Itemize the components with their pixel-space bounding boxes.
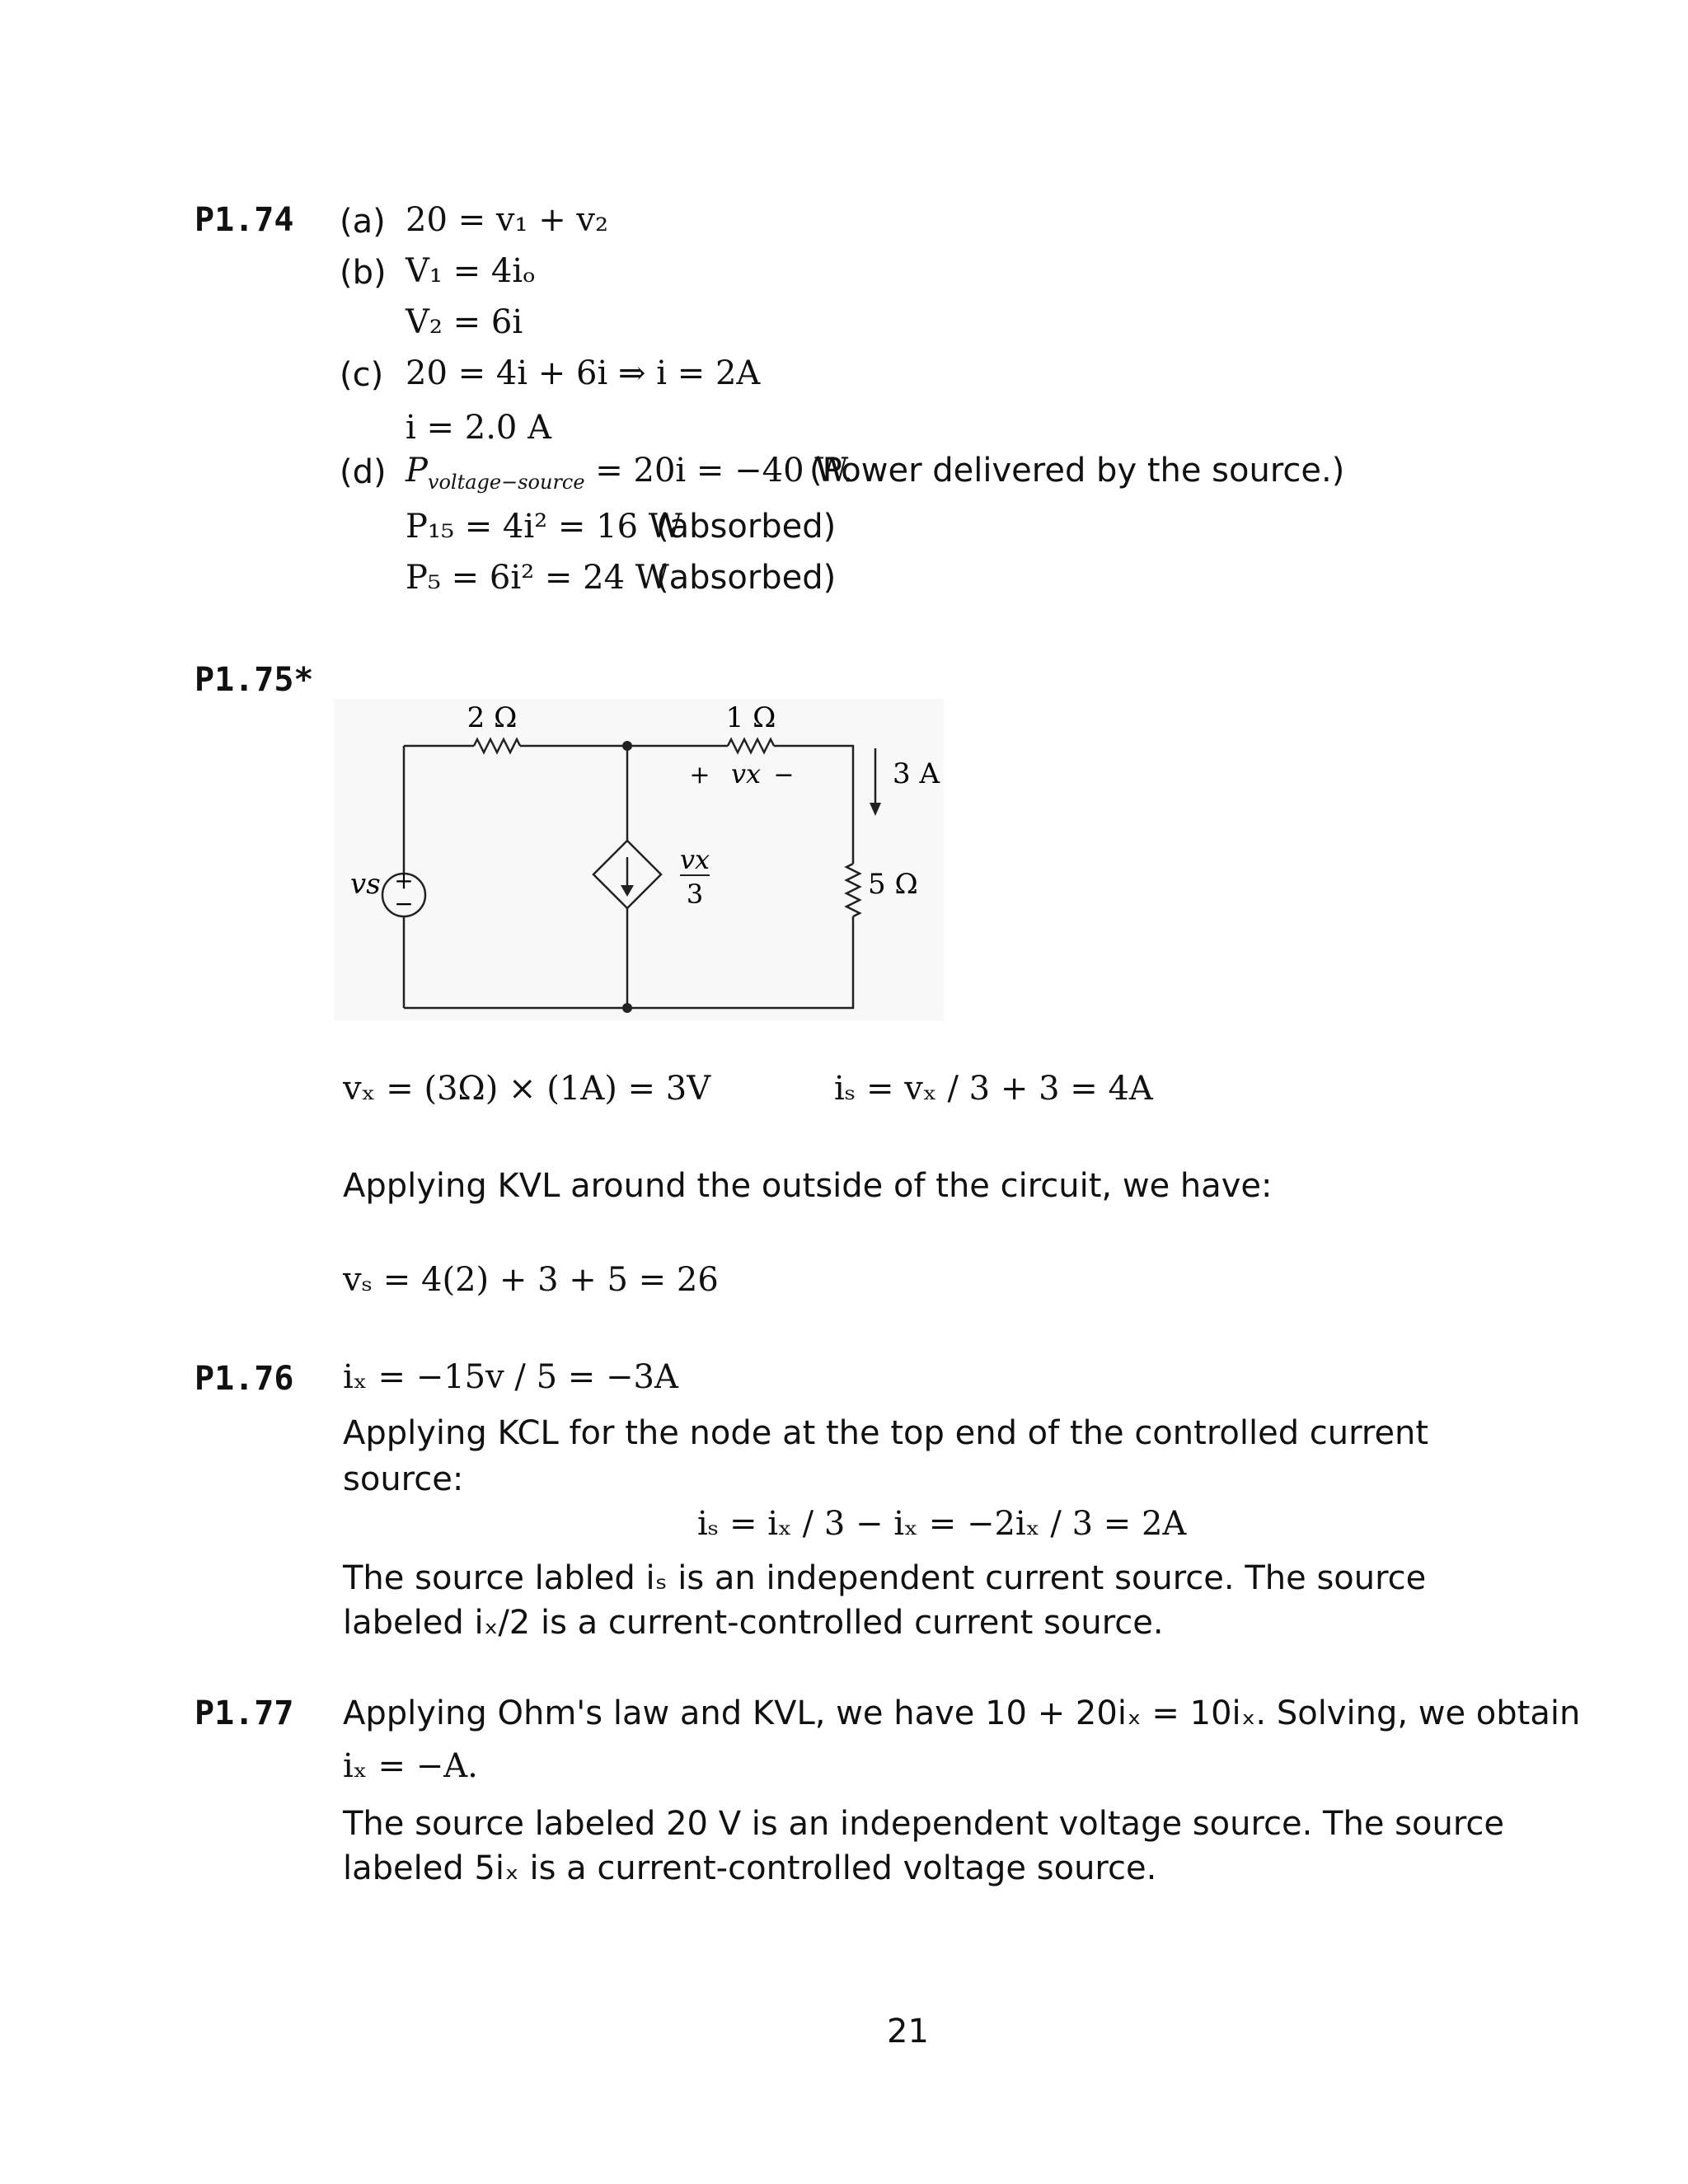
kcl-line1: Applying KCL for the node at the top end of the controlled current	[343, 1414, 1429, 1452]
node-top	[622, 741, 632, 751]
wire-right-lower	[841, 916, 853, 1008]
eq-c2: i = 2.0 A	[406, 409, 551, 447]
kvl-text: Applying KVL around the outside of the circuit, we have:	[343, 1167, 1273, 1205]
resistor-2ohm	[474, 739, 520, 752]
eq-b2: V₂ = 6i	[406, 303, 523, 341]
dep-denominator: 3	[686, 879, 704, 910]
kcl-line2: source:	[343, 1460, 464, 1498]
eq-d-p5: P₅ = 6i² = 24 W	[406, 559, 669, 597]
eq-vs: vₛ = 4(2) + 3 + 5 = 26	[343, 1261, 719, 1299]
source-minus: −	[394, 890, 414, 917]
problem-label-p175: P1.75*	[195, 661, 314, 699]
eq-ix: iₓ = −15v / 5 = −3A	[343, 1358, 678, 1396]
label-current: 3 A	[893, 757, 940, 790]
circuit-diagram	[334, 699, 944, 1020]
label-vx-minus: −	[773, 761, 795, 790]
eq-d-p15: P₁₅ = 4i² = 16 W	[406, 508, 682, 546]
arrow-down-icon	[621, 885, 634, 897]
p5-note: (absorbed)	[656, 559, 837, 597]
part-d-tag: (d)	[340, 453, 387, 491]
label-r3: 5 Ω	[868, 868, 918, 901]
eq-vx: vₓ = (3Ω) × (1A) = 3V	[343, 1070, 711, 1108]
eq-is-176: iₛ = iₓ / 3 − iₓ = −2iₓ / 3 = 2A	[697, 1505, 1187, 1543]
label-r1: 2 Ω	[467, 701, 518, 734]
problem-label-p174: P1.74	[195, 201, 294, 239]
power-note: (Power delivered by the source.)	[809, 452, 1345, 490]
eq-c1: 20 = 4i + 6i ⇒ i = 2A	[406, 354, 761, 392]
p177-desc1: The source labeled 20 V is an independent voltage source. The source	[343, 1805, 1504, 1843]
problem-label-p176: P1.76	[195, 1360, 294, 1398]
eq-b1: V₁ = 4iₒ	[406, 252, 536, 290]
node-bottom	[622, 1003, 632, 1013]
eq-a: 20 = v₁ + v₂	[406, 201, 609, 239]
part-c-tag: (c)	[340, 356, 384, 394]
label-vx-plus: +	[689, 761, 710, 790]
p177-line2: iₓ = −A.	[343, 1747, 478, 1785]
part-a-tag: (a)	[340, 203, 386, 241]
p176-desc2: labeled iₓ/2 is a current-controlled current source.	[343, 1604, 1164, 1642]
label-vx: vx	[730, 758, 762, 790]
page-number: 21	[887, 2013, 929, 2050]
current-arrow-head-icon	[870, 803, 881, 816]
p176-desc1: The source labled iₛ is an independent current source. The source	[343, 1559, 1427, 1597]
resistor-5ohm	[846, 864, 860, 916]
dep-numerator: vx	[679, 844, 710, 875]
circuit-svg	[334, 699, 944, 1020]
p15-note: (absorbed)	[656, 508, 837, 546]
eq-is-175: iₛ = vₓ / 3 + 3 = 4A	[834, 1070, 1153, 1108]
part-b-tag: (b)	[340, 254, 387, 292]
label-vs: vs	[350, 868, 381, 901]
problem-label-p177: P1.77	[195, 1694, 294, 1732]
label-r2: 1 Ω	[725, 701, 776, 734]
resistor-1ohm	[728, 739, 774, 752]
p177-desc2: labeled 5iₓ is a current-controlled voltage source.	[343, 1849, 1157, 1887]
p177-line1: Applying Ohm's law and KVL, we have 10 + 20iₓ = 10iₓ. Solving, we obtain	[343, 1694, 1581, 1732]
source-plus: +	[394, 867, 414, 894]
eq-d-power: $P_{voltage-source} = 20i = -40$ W.	[406, 452, 854, 494]
